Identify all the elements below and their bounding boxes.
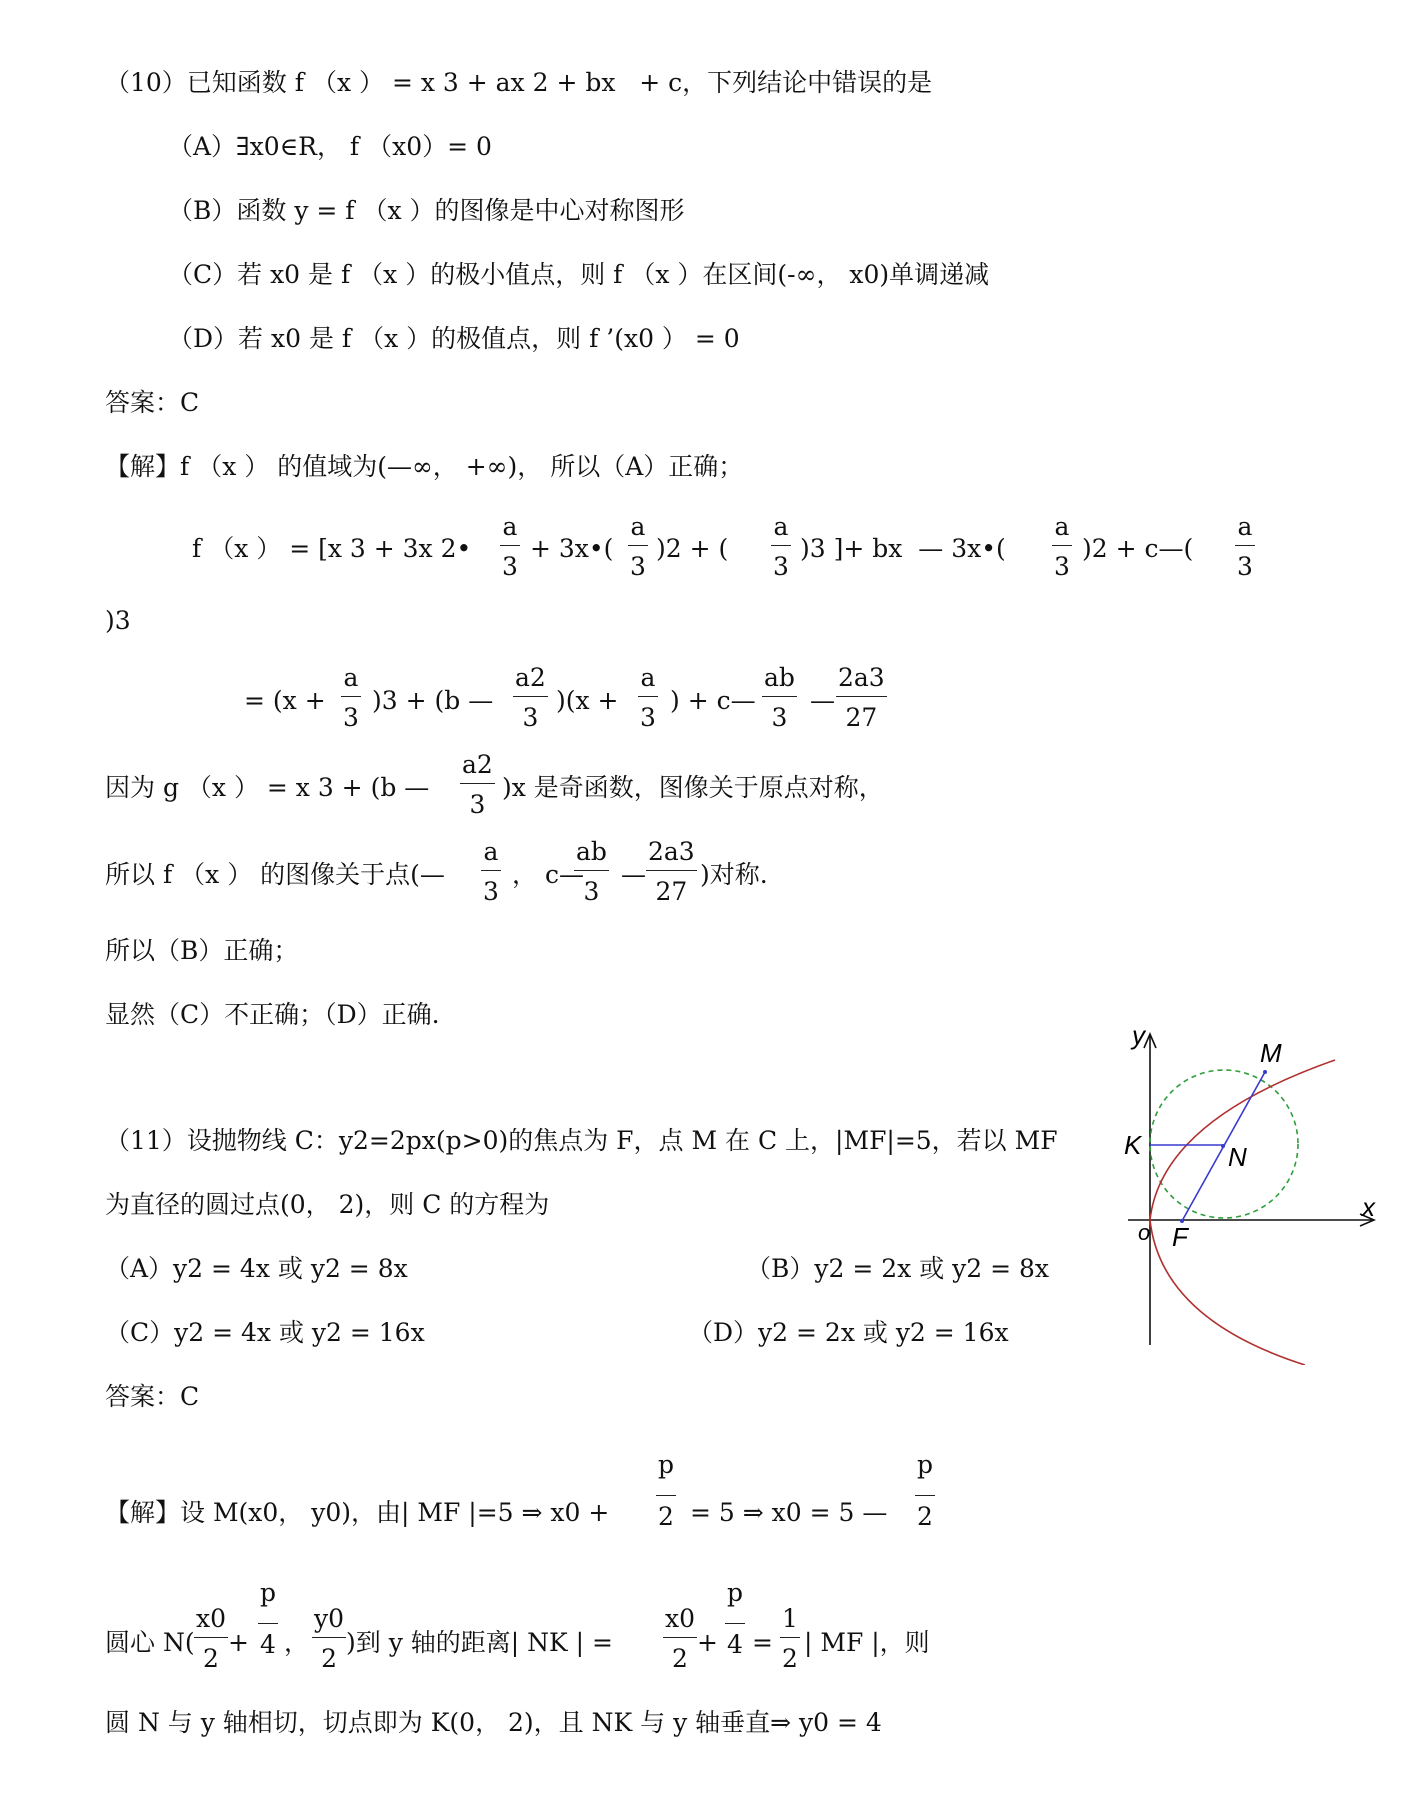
eq1-frac-3 bbox=[771, 514, 791, 579]
eq1-part1: f （x ） = [x 3 + 3x 2• bbox=[192, 534, 472, 563]
eq2-frac-a2-3 bbox=[513, 665, 548, 730]
q11-sol2-part2: )到 y 轴的距离| NK | = bbox=[346, 1628, 613, 1657]
frac-den: 3 bbox=[483, 877, 499, 906]
sym-frac-a3 bbox=[481, 839, 501, 904]
frac-den: 2 bbox=[782, 1644, 798, 1673]
frac-den: 27 bbox=[655, 877, 688, 906]
parabola-figure bbox=[1120, 1020, 1380, 1365]
q11-sol2-frac-p4-2 bbox=[725, 1580, 745, 1657]
label-y: y bbox=[1132, 1020, 1145, 1050]
q10-option-d: （D）若 x0 是 f （x ）的极值点，则 f ’(x0 ） = 0 bbox=[168, 324, 740, 353]
q11-sol1-frac-p2-a bbox=[656, 1452, 676, 1529]
q11-sol2-part3: | MF |，则 bbox=[804, 1628, 930, 1657]
frac-den: 3 bbox=[522, 703, 539, 732]
q11-sol2-frac-1-2 bbox=[780, 1606, 800, 1671]
point-m bbox=[1263, 1070, 1267, 1074]
eq2-part5: — bbox=[810, 686, 835, 715]
label-x: x bbox=[1362, 1192, 1375, 1222]
q11-answer: 答案：C bbox=[105, 1382, 200, 1411]
sym-line-part2: ， c— bbox=[512, 860, 584, 889]
label-o: o bbox=[1138, 1220, 1151, 1245]
eq2-part3: )(x + bbox=[556, 686, 619, 715]
frac-num: ab bbox=[764, 663, 795, 692]
g-line-frac bbox=[460, 752, 495, 817]
q11-sol2-part1: 圆心 N( bbox=[105, 1628, 195, 1657]
frac-den: 2 bbox=[203, 1644, 219, 1673]
eq1-frac-5 bbox=[1235, 514, 1255, 579]
eq2-frac-a3-2 bbox=[638, 665, 658, 730]
frac-den: 4 bbox=[260, 1630, 276, 1659]
sym-line-part4: )对称. bbox=[700, 860, 768, 889]
q11-sol2-comma: ， bbox=[284, 1628, 310, 1657]
frac-num: a bbox=[502, 512, 518, 541]
q11-sol2-eq: = bbox=[752, 1628, 773, 1657]
q11-option-b: （B）y2 = 2x 或 y2 = 8x bbox=[746, 1254, 1050, 1283]
frac-den: 27 bbox=[845, 703, 878, 732]
sym-line-part3: — bbox=[621, 860, 646, 889]
q10-conclusion-cd: 显然（C）不正确；（D）正确. bbox=[105, 1000, 440, 1029]
eq1-frac-2 bbox=[628, 514, 648, 579]
frac-num: p bbox=[260, 1578, 277, 1607]
frac-den: 3 bbox=[640, 703, 656, 732]
frac-num: p bbox=[658, 1450, 675, 1479]
q10-option-c: （C）若 x0 是 f （x ）的极小值点，则 f （x ）在区间(-∞， x0)单调递减 bbox=[168, 260, 990, 289]
eq2-part4: ) + c— bbox=[670, 686, 756, 715]
frac-num: a2 bbox=[515, 663, 546, 692]
q10-stem: （10）已知函数 f （x ） = x 3 + ax 2 + bx + c，下列结论中错误的是 bbox=[105, 68, 933, 97]
g-line-part1: 因为 g （x ） = x 3 + (b — bbox=[105, 773, 430, 802]
q11-stem-line2: 为直径的圆过点(0， 2)，则 C 的方程为 bbox=[105, 1190, 550, 1219]
eq1-frac-1 bbox=[500, 514, 520, 579]
frac-num: y0 bbox=[314, 1604, 345, 1633]
q10-solution-line1: 【解】f （x ） 的值域为(—∞， +∞)， 所以（A）正确； bbox=[105, 452, 744, 481]
q11-sol2-frac-x0-2b bbox=[663, 1606, 697, 1671]
sym-frac-ab3 bbox=[574, 839, 609, 904]
eq2-frac-2a3-27 bbox=[836, 665, 887, 730]
eq2-frac-ab-3 bbox=[762, 665, 797, 730]
eq1-part2: + 3x•( bbox=[530, 534, 614, 563]
label-n: N bbox=[1228, 1142, 1247, 1172]
q11-sol2-frac-y0-2 bbox=[312, 1606, 346, 1671]
frac-den: 3 bbox=[771, 703, 788, 732]
eq1-part5: )2 + c—( bbox=[1082, 534, 1194, 563]
q11-stem-line1: （11）设抛物线 C：y2=2px(p>0)的焦点为 F，点 M 在 C 上，|MF|=5，若以 MF bbox=[105, 1126, 1058, 1155]
frac-den: 3 bbox=[630, 552, 646, 581]
frac-num: a bbox=[630, 512, 646, 541]
frac-num: x0 bbox=[196, 1604, 227, 1633]
frac-num: a2 bbox=[462, 750, 493, 779]
frac-num: a bbox=[1237, 512, 1253, 541]
frac-den: 3 bbox=[1054, 552, 1070, 581]
parabola-curve bbox=[1150, 1060, 1335, 1365]
frac-den: 2 bbox=[321, 1644, 337, 1673]
sym-frac-2a3-27 bbox=[646, 839, 697, 904]
frac-num: p bbox=[727, 1578, 744, 1607]
q10-answer: 答案：C bbox=[105, 388, 200, 417]
frac-den: 2 bbox=[658, 1502, 674, 1531]
frac-den: 4 bbox=[727, 1630, 743, 1659]
q10-option-b: （B）函数 y = f （x ）的图像是中心对称图形 bbox=[168, 196, 685, 225]
label-m: M bbox=[1260, 1038, 1282, 1068]
q11-sol2-plus-1: + bbox=[228, 1628, 249, 1657]
q11-option-c: （C）y2 = 4x 或 y2 = 16x bbox=[105, 1318, 425, 1347]
point-n bbox=[1221, 1144, 1225, 1148]
frac-den: 3 bbox=[773, 552, 789, 581]
frac-num: 1 bbox=[782, 1604, 798, 1633]
frac-num: a bbox=[343, 663, 359, 692]
frac-num: ab bbox=[576, 837, 607, 866]
q11-sol2-frac-p4-1 bbox=[258, 1580, 278, 1657]
frac-den: 3 bbox=[502, 552, 518, 581]
frac-num: p bbox=[917, 1450, 934, 1479]
eq2-frac-a3-1 bbox=[341, 665, 361, 730]
frac-num: 2a3 bbox=[648, 837, 695, 866]
sym-line-part1: 所以 f （x ） 的图像关于点(— bbox=[105, 860, 445, 889]
frac-num: a bbox=[483, 837, 499, 866]
frac-num: a bbox=[1054, 512, 1070, 541]
eq1-part3: )2 + ( bbox=[656, 534, 729, 563]
frac-den: 2 bbox=[672, 1644, 688, 1673]
q10-option-a: （A）∃x0∈R， f （x0）= 0 bbox=[168, 132, 492, 161]
frac-den: 3 bbox=[1237, 552, 1253, 581]
q11-sol1-part1: 【解】设 M(x0， y0)，由| MF |=5 ⇒ x0 + bbox=[105, 1498, 610, 1527]
frac-num: a bbox=[773, 512, 789, 541]
frac-den: 3 bbox=[583, 877, 600, 906]
eq2-part2: )3 + (b — bbox=[372, 686, 494, 715]
frac-den: 3 bbox=[469, 790, 486, 819]
q11-sol1-frac-p2-b bbox=[915, 1452, 935, 1529]
q11-sol2-frac-x0-2 bbox=[194, 1606, 228, 1671]
q11-option-d: （D）y2 = 2x 或 y2 = 16x bbox=[688, 1318, 1009, 1347]
frac-num: 2a3 bbox=[838, 663, 885, 692]
q11-sol3: 圆 N 与 y 轴相切，切点即为 K(0， 2)，且 NK 与 y 轴垂直⇒ y0 = 4 bbox=[105, 1708, 882, 1737]
frac-den: 2 bbox=[917, 1502, 933, 1531]
frac-den: 3 bbox=[343, 703, 359, 732]
frac-num: x0 bbox=[665, 1604, 696, 1633]
label-k: K bbox=[1124, 1130, 1142, 1160]
eq1-tail: )3 bbox=[105, 606, 131, 635]
label-f: F bbox=[1172, 1222, 1188, 1252]
frac-num: a bbox=[640, 663, 656, 692]
eq1-frac-4 bbox=[1052, 514, 1072, 579]
q10-conclusion-b: 所以（B）正确； bbox=[105, 936, 299, 965]
eq1-part4: )3 ]+ bx — 3x•( bbox=[800, 534, 1006, 563]
eq2-part1: = (x + bbox=[244, 686, 326, 715]
q11-option-a: （A）y2 = 4x 或 y2 = 8x bbox=[105, 1254, 408, 1283]
q11-sol2-plus-2: + bbox=[697, 1628, 718, 1657]
g-line-part2: )x 是奇函数，图像关于原点对称， bbox=[502, 773, 884, 802]
q11-sol1-part2: = 5 ⇒ x0 = 5 — bbox=[690, 1498, 888, 1527]
